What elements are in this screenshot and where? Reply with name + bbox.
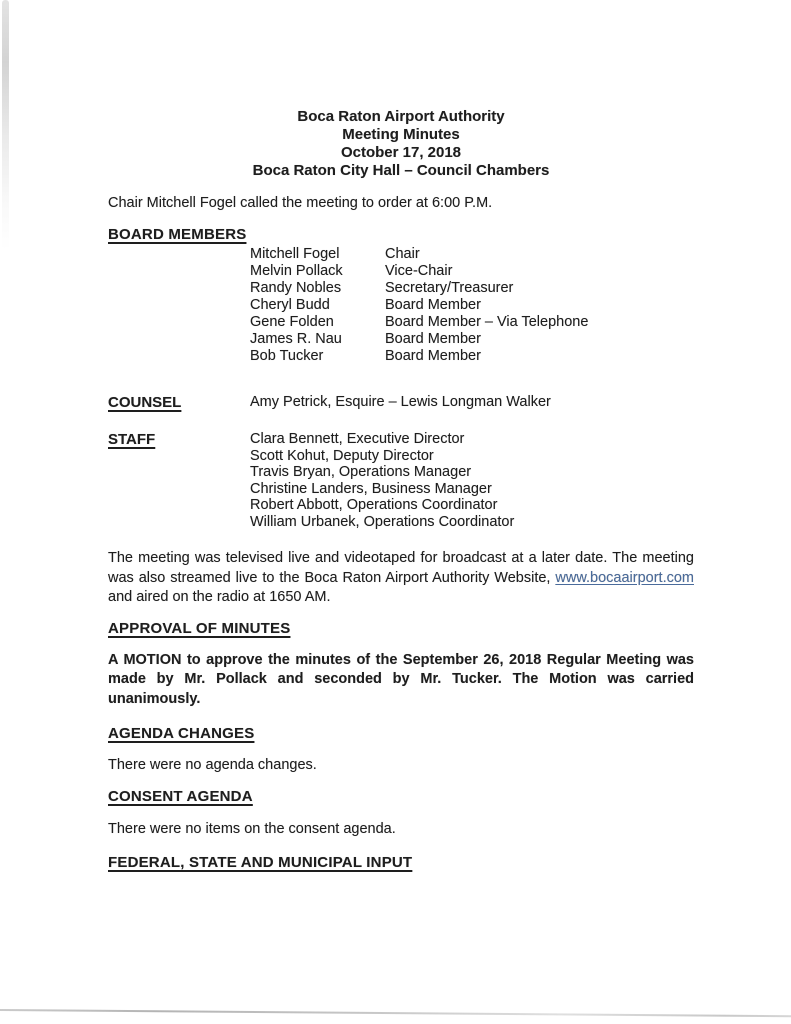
staff-heading: STAFF [108,431,156,448]
scan-artifact-left-edge [2,0,9,250]
member-role: Secretary/Treasurer [385,280,514,296]
board-member-row [108,331,694,348]
counsel-section [108,394,694,411]
agenda-changes-paragraph: There were no agenda changes. [108,757,317,773]
member-name: Randy Nobles [250,280,342,296]
member-name: Mitchell Fogel [250,246,340,262]
member-role: Vice-Chair [385,263,453,279]
member-role: Board Member [385,297,481,313]
staff-member: William Urbanek, Operations Coordinator [250,513,515,530]
title-line-date: October 17, 2018 [340,144,462,161]
broadcast-paragraph [108,549,694,608]
consent-agenda-heading: CONSENT AGENDA [108,788,253,805]
member-role: Board Member [385,331,481,347]
member-name: Gene Folden [250,314,334,330]
document-title-block [108,108,694,180]
counsel-heading: COUNSEL [108,394,182,411]
board-member-row [108,348,694,365]
website-link[interactable]: www.bocaairport.com [555,569,694,586]
member-name: Cheryl Budd [250,297,330,313]
member-role: Board Member – Via Telephone [385,314,589,330]
member-role: Board Member [385,348,481,364]
counsel-value: Amy Petrick, Esquire – Lewis Longman Walker [250,394,551,410]
board-member-row [108,246,694,263]
motion-paragraph: A MOTION to approve the minutes of the September 26, 2018 Regular Meeting was made by Mr. Pollack and seconded by Mr. Tucker. The Motion was carried unanimously. [108,651,694,707]
document-content [108,0,694,872]
board-members-list [108,246,694,365]
staff-member: Travis Bryan, Operations Manager [250,464,472,480]
board-member-row [108,280,694,297]
member-name: Bob Tucker [250,348,324,364]
broadcast-text-before-link: The meeting was televised live and videotaped for broadcast at a later date. The meeting was also streamed live to the Boca Raton Airport Authority Website, [108,550,694,586]
board-member-row [108,314,694,331]
title-line-authority: Boca Raton Airport Authority [297,108,505,125]
staff-member: Christine Landers, Business Manager [250,480,492,497]
staff-member: Scott Kohut, Deputy Director [250,447,434,464]
member-role: Chair [385,246,420,262]
federal-state-municipal-heading: FEDERAL, STATE AND MUNICIPAL INPUT [108,854,413,871]
board-member-row [108,263,694,280]
approval-of-minutes-heading: APPROVAL OF MINUTES [108,619,291,637]
member-name: Melvin Pollack [250,263,343,279]
title-line-doc-type: Meeting Minutes [342,126,460,143]
scan-artifact-bottom-edge [0,1009,791,1017]
staff-list [250,431,694,530]
staff-member: Robert Abbott, Operations Coordinator [250,497,498,513]
title-line-location: Boca Raton City Hall – Council Chambers [252,162,550,179]
agenda-changes-heading: AGENDA CHANGES [108,725,255,742]
consent-agenda-paragraph: There were no items on the consent agenda. [108,821,396,837]
board-member-row [108,297,694,314]
call-to-order-line: Chair Mitchell Fogel called the meeting to order at 6:00 P.M. [108,195,493,211]
staff-member: Clara Bennett, Executive Director [250,431,465,447]
member-name: James R. Nau [250,331,342,347]
board-members-heading: BOARD MEMBERS [108,226,247,243]
staff-section [108,431,694,530]
broadcast-text-after-link: and aired on the radio at 1650 AM. [108,589,331,605]
